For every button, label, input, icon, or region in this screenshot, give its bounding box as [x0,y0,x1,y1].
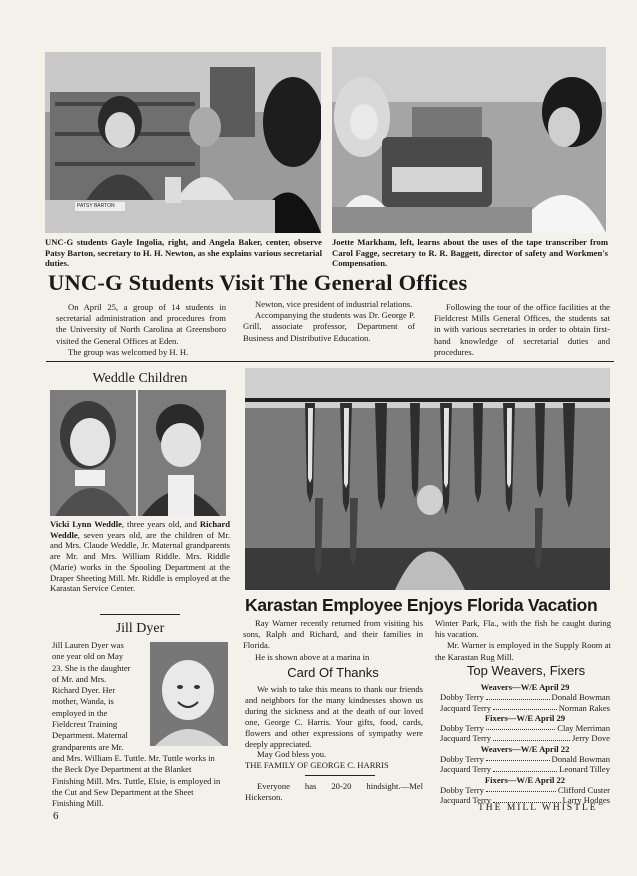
weddle-name1: Vicki Lynn Weddle [50,519,122,529]
main-story-col1 [56,302,226,358]
divider-card [305,775,375,776]
department-name: Dobby Terry [440,754,484,765]
department-name: Dobby Terry [440,784,484,795]
card-signature: THE FAMILY OF GEORGE C. HARRIS [245,760,389,771]
department-name: Dobby Terry [440,723,484,734]
main-headline: UNC-G Students Visit The General Offices [48,270,468,295]
jill-heading: Jill Dyer [115,621,165,636]
weddle-text2: , seven years old, are the children of Mr. and Mrs. Claude Weddle, Jr. Maternal grandparents are Mr. and Mrs. William Riddle. Mrs. Riddle (Marie) works in the Spooling Department at the Draper Sheeting Mill. Mr. Riddle is employed at the Karastan Service Center. [50,529,230,594]
photo-office-secretary [45,52,321,233]
main-story-col2 [243,299,415,344]
karastan-col1 [243,618,423,663]
list-item [440,703,610,713]
department-name: Dobby Terry [440,692,484,703]
caption-photo2: Joette Markham, left, learns about the uses of the tape transcriber from Carol Fagge, secretary to R. R. Baggett, director of safety and Workmen's Compensation. [332,237,608,269]
karastan-col1-p2: He is shown above at a marina in [255,651,370,662]
caption-photo1-rest: center, observe Patsy Barton, secretary to H. H. Newton, as she explains various secretarial duties. [45,237,322,269]
department-name: Jacquard Terry [440,764,492,775]
card-p2: May God bless you. [257,749,327,760]
employee-name: Donald Bowman [551,692,610,703]
weavers-heading: Top Weavers, Fixers [466,663,586,678]
weavers-group-title: Weavers—W/E April 29 [480,682,570,692]
list-item [440,785,610,795]
list-item [440,764,610,774]
list-item [440,692,610,702]
list-item [440,754,610,764]
main-story-col2-p1: Newton, vice president of industrial relations. [255,299,413,309]
card-body [245,684,423,771]
photo-tape-transcriber [332,47,606,233]
weavers-group [440,713,610,744]
publication-name: THE MILL WHISTLE [478,803,598,813]
weavers-group-title: Fixers—W/E April 22 [484,774,566,785]
weavers-group [440,775,610,806]
weavers-group-title: Weavers—W/E April 22 [480,743,570,754]
list-item [440,723,610,733]
department-name: Jacquard Terry [440,795,492,806]
nameplate-text: PATSY BARTON [77,203,115,209]
weddle-name2: Richard Weddle [50,519,230,540]
caption-photo1-lead: UNC-G students Gayle Ingolia, right, and Angela Baker, [45,237,263,247]
main-story-col3-p1: Following the tour of the office facilities at the Fieldcrest Mills General Offices, the students sat in with various secretaries in order to obtain first-hand knowledge of secretarial duties and procedures. [434,302,610,357]
main-story-col3 [434,302,610,358]
employee-name: Clay Merriman [557,723,610,734]
weavers-group [440,744,610,775]
card-heading: Card Of Thanks [287,665,379,680]
employee-name: Clifford Custer [557,784,610,795]
divider-top [46,361,614,362]
employee-name: Leonard Tilley [559,764,610,775]
weavers-group-title: Fixers—W/E April 29 [484,712,566,723]
karastan-col2-p2: Mr. Warner is employed in the Supply Room at the Karastan Rug Mill. [435,640,611,662]
weddle-text [50,519,230,594]
weddle-text1: , three years old, and [121,519,200,529]
list-item [440,733,610,743]
employee-name: Larry Hodges [562,795,610,806]
card-filler [245,781,423,803]
employee-name: Jerry Dove [572,733,610,744]
karastan-col1-p1: Ray Warner recently returned from visiting his sons, Ralph and Richard, and their families in Florida. [243,618,423,651]
karastan-col2-p1: Winter Park, Fla., with the fish he caught during his vacation. [435,618,611,640]
weavers-group [440,682,610,713]
photo-weddle-children [50,390,226,516]
karastan-headline: Karastan Employee Enjoys Florida Vacation [245,595,598,615]
divider-weddle-jill [100,614,180,615]
weddle-heading: Weddle Children [92,371,188,386]
photo-florida-fish [245,368,610,590]
weavers-list [440,682,610,806]
main-story-col2-p2: Accompanying the students was Dr. George P. Grill, associate professor, Department of Business and Distributive Education. [243,310,415,343]
main-story-col1-p1: On April 25, a group of 14 students in secretarial administration and procedures from the University of North Carolina at Greensboro visited the General Offices at Eden. [56,302,226,346]
caption-photo1 [45,237,322,269]
main-story-col1-p2: The group was welcomed by H. H. [68,346,189,357]
department-name: Jacquard Terry [440,733,492,744]
page-number: 6 [53,810,59,822]
department-name: Jacquard Terry [440,702,492,713]
employee-name: Donald Bowman [551,754,610,765]
employee-name: Norman Rakes [558,702,610,713]
jill-text: Jill Lauren Dyer was one year old on May 23. She is the daughter of Mr. and Mrs. Richard Dyer. Her mother, Wanda, is employed in the Fieldcrest Training Department. Maternal grandparents are Mr. and Mrs. William E. Tuttle. Mr. Tuttle works in the Beck Dye Department at the Blanket Finishing Mill. Mrs. Tuttle, Elsie, is employed in the Cut and Sew Department at the Sheet Finishing Mill. [52,640,221,809]
card-filler-text: Everyone has 20-20 hindsight.—Mel Hickerson. [245,781,423,802]
karastan-col2 [435,618,611,663]
card-p1: We wish to take this means to thank our friends and neighbors for the many kindnesses shown us during the sickness and at the death of our loved one, George C. Harris. Your gifts, food, cards, flowers and other expressions of sympathy were deeply appreciated. [245,684,423,749]
